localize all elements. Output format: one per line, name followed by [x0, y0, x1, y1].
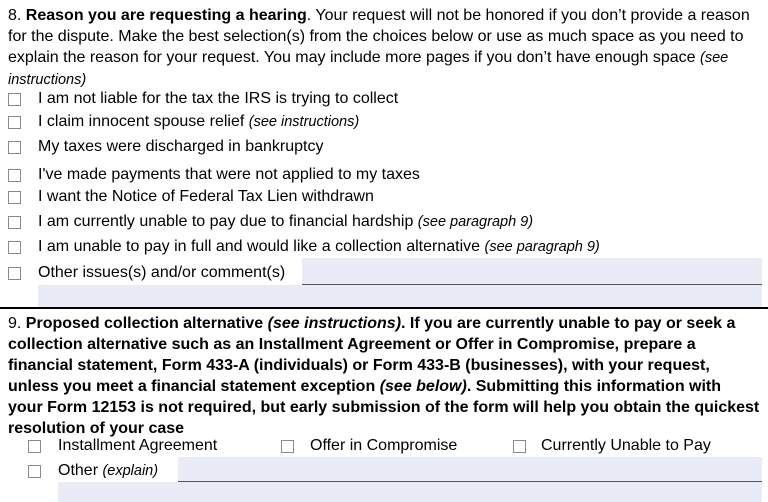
section-9-heading-note: (see instructions)	[267, 315, 402, 332]
checkbox-financial-hardship[interactable]	[8, 216, 21, 229]
section-9-body-a: . If you are currently unable to pay or seek a collection alternative such as an Installment Agreement or Offer in Compromise, prepare a financial statement, Form 433-A (individuals) or Form 433-B (businesses), with your request, unless you meet a financial statement exception	[8, 315, 736, 395]
checkbox-installment-agreement[interactable]	[28, 440, 41, 453]
checkbox-payments-not-applied[interactable]	[8, 169, 21, 182]
option-label-payments-not-applied: I've made payments that were not applied to my taxes	[38, 166, 420, 183]
checkbox-other-issues[interactable]	[8, 267, 21, 280]
option-note-innocent-spouse: (see instructions)	[248, 114, 360, 130]
option-label-bankruptcy: My taxes were discharged in bankruptcy	[38, 138, 324, 155]
checkbox-currently-unable-to-pay[interactable]	[513, 440, 526, 453]
other-alternative-note: (explain)	[102, 463, 159, 479]
other-alternative-field-continued[interactable]	[58, 482, 762, 502]
other-alternative-field[interactable]	[178, 457, 762, 481]
checkbox-offer-in-compromise[interactable]	[281, 440, 294, 453]
section-9-body-b: . Submitting this information with your Form 12153 is not required, but early submission of the form will help you obtain the quickest resolution of your case	[8, 378, 760, 437]
option-label-innocent-spouse: I claim innocent spouse relief (see instructions)	[38, 113, 360, 130]
section-9-number: 9.	[8, 315, 22, 332]
checkbox-other-alternative[interactable]	[28, 465, 41, 478]
section-8-instructions	[8, 5, 760, 91]
section-9-body-note: (see below)	[379, 378, 467, 395]
other-issues-field[interactable]	[302, 258, 762, 284]
option-label-lien-withdrawn: I want the Notice of Federal Tax Lien withdrawn	[38, 188, 374, 205]
option-label-installment-agreement: Installment Agreement	[58, 437, 218, 454]
other-issues-field-continued[interactable]	[38, 285, 762, 307]
option-label-offer-in-compromise: Offer in Compromise	[310, 437, 458, 454]
option-label-other-issues: Other issues(s) and/or comment(s)	[38, 264, 286, 281]
option-note-financial-hardship: (see paragraph 9)	[417, 214, 534, 230]
section-divider	[0, 307, 768, 309]
section-8-intro: . Your request will not be honored if you don’t provide a reason for the dispute. Make the best selection(s) from the choices below or use as much space as you need to explain the reason for your request. You may include more pages if you don’t have enough space	[8, 7, 750, 66]
option-label-currently-unable-to-pay: Currently Unable to Pay	[541, 437, 711, 454]
checkbox-bankruptcy[interactable]	[8, 141, 21, 154]
option-note-collection-alternative: (see paragraph 9)	[484, 239, 600, 255]
option-label-not-liable: I am not liable for the tax the IRS is trying to collect	[38, 90, 399, 107]
option-label-other-alternative: Other (explain)	[58, 462, 159, 479]
section-8-intro-note: (see instructions)	[8, 50, 729, 88]
checkbox-innocent-spouse[interactable]	[8, 116, 21, 129]
section-9-heading: Proposed collection alternative	[25, 315, 264, 332]
section-9-instructions	[8, 313, 760, 439]
checkbox-collection-alternative[interactable]	[8, 241, 21, 254]
checkbox-lien-withdrawn[interactable]	[8, 191, 21, 204]
section-8-heading: Reason you are requesting a hearing	[25, 7, 307, 24]
checkbox-not-liable[interactable]	[8, 93, 21, 106]
section-8-number: 8.	[8, 7, 22, 24]
option-label-collection-alternative: I am unable to pay in full and would like a collection alternative (see paragraph 9)	[38, 238, 600, 255]
option-label-financial-hardship: I am currently unable to pay due to financial hardship (see paragraph 9)	[38, 213, 534, 230]
